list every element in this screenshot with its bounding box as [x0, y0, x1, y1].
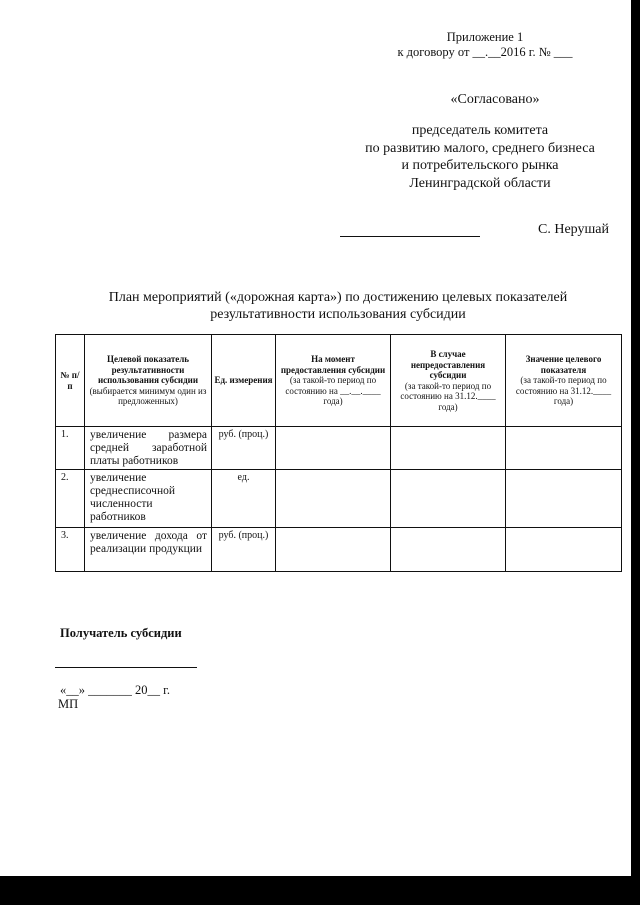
row-number: 2.: [56, 470, 85, 528]
table-row: [56, 470, 622, 528]
appendix-block: [380, 30, 590, 60]
approver-line-4: Ленинградской области: [409, 175, 551, 191]
recipient-signature-line: [55, 667, 197, 668]
cell-at-moment: [276, 427, 391, 470]
header-target-value: Значение целевого показателя (за такой-то период по состоянию на 31.12.____ года): [506, 335, 622, 427]
scan-edge-right: [631, 0, 640, 905]
row-number: 3.: [56, 528, 85, 572]
signature-line: [340, 236, 480, 237]
header-num: № п/п: [56, 335, 85, 427]
plan-title: [60, 289, 616, 323]
roadmap-table: [55, 334, 622, 572]
table-row: [56, 528, 622, 572]
signer-name: С. Нерушай: [538, 222, 609, 237]
appendix-contract-ref: к договору от __.__2016 г. № ___: [397, 45, 573, 59]
row-indicator: увеличение дохода от реализации продукции: [85, 528, 212, 572]
cell-target-value: [506, 427, 622, 470]
cell-at-moment: [276, 528, 391, 572]
approver-line-3: и потребительского рынка: [401, 158, 559, 173]
cell-no-subsidy: [391, 427, 506, 470]
approver-line-2: по развитию малого, среднего бизнеса: [365, 140, 595, 156]
row-unit: руб. (проц.): [212, 528, 276, 572]
cell-target-value: [506, 470, 622, 528]
cell-no-subsidy: [391, 470, 506, 528]
table-header-row: [56, 335, 622, 427]
plan-title-line-2: результативности использования субсидии: [210, 307, 466, 322]
row-number: 1.: [56, 427, 85, 470]
cell-target-value: [506, 528, 622, 572]
header-indicator: Целевой показатель результативности использования субсидии (выбирается минимум один из предложенных): [85, 335, 212, 427]
agreed-stamp-text: «Согласовано»: [450, 92, 540, 107]
cell-at-moment: [276, 470, 391, 528]
appendix-title: Приложение 1: [446, 30, 524, 44]
approver-block: [345, 122, 615, 192]
row-indicator: увеличение размера средней заработной платы работников: [85, 427, 212, 470]
header-no-subsidy: В случае непредоставления субсидии (за такой-то период по состоянию на 31.12.____ года): [391, 335, 506, 427]
plan-title-line-1: План мероприятий («дорожная карта») по достижению целевых показателей: [108, 290, 568, 305]
cell-no-subsidy: [391, 528, 506, 572]
row-unit: руб. (проц.): [212, 427, 276, 470]
header-unit: Ед. измерения: [212, 335, 276, 427]
table-row: [56, 427, 622, 470]
header-at-moment: На момент предоставления субсидии (за такой-то период по состоянию на __.__.____ года): [276, 335, 391, 427]
recipient-label: Получатель субсидии: [60, 626, 182, 640]
row-indicator: увеличение среднесписочной численности работников: [85, 470, 212, 528]
row-unit: ед.: [212, 470, 276, 528]
scan-edge-bottom: [0, 876, 640, 905]
approver-line-1: председатель комитета: [411, 123, 549, 138]
seal-placeholder: МП: [58, 697, 79, 711]
date-placeholder: «__» _______ 20__ г.: [60, 683, 170, 697]
